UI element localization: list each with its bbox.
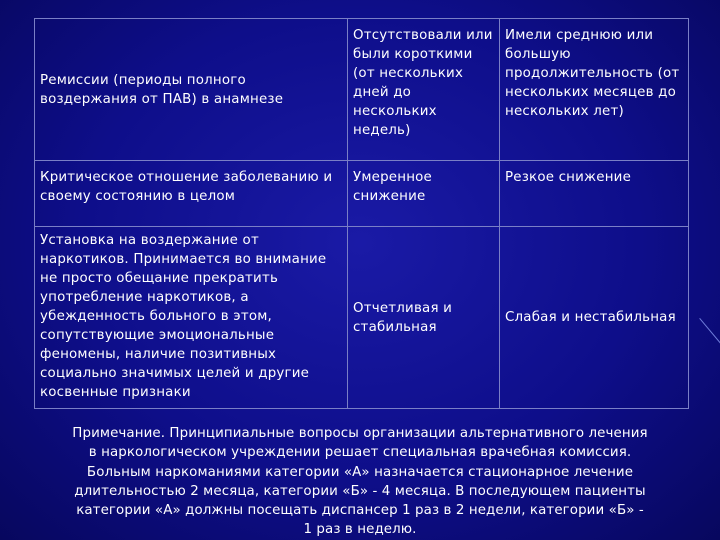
table-row [35, 227, 689, 409]
table-row [35, 161, 689, 227]
comparison-table [34, 18, 689, 409]
category-a-cell: Отчетливая и стабильная [348, 227, 500, 409]
category-b-cell: Слабая и нестабильная [500, 227, 689, 409]
decorative-line [699, 318, 720, 351]
footnote-line: в наркологическом учреждении решает специальная врачебная комиссия. [88, 445, 632, 461]
footnote-line: категории «А» должны посещать диспансер 1 раз в 2 недели, категории «Б» - [76, 503, 644, 519]
footnote-line: длительностью 2 месяца, категории «Б» - 4 месяца. В последующем пациенты [74, 483, 646, 499]
criterion-cell: Установка на воздержание от наркотиков. Принимается во внимание не просто обещание прекратить употребление наркотиков, а убежденность больного в этом, сопутствующие эмоциональные феномены, наличие позитивных социально значимых целей и другие косвенные признаки [35, 227, 348, 409]
footnote-line: Больным наркоманиями категории «А» назначается стационарное лечение [86, 464, 634, 480]
footnote-line: 1 раз в неделю. [303, 522, 417, 538]
criterion-cell: Критическое отношение заболеванию и своему состоянию в целом [35, 161, 348, 227]
category-a-cell: Отсутствовали или были короткими (от нескольких дней до нескольких недель) [348, 19, 500, 161]
criterion-cell: Ремиссии (периоды полного воздержания от ПАВ) в анамнезе [35, 19, 348, 161]
table-row [35, 19, 689, 161]
footnote-line: Примечание. Принципиальные вопросы организации альтернативного лечения [72, 426, 648, 441]
category-b-cell: Резкое снижение [500, 161, 689, 227]
category-a-cell: Умеренное снижение [348, 161, 500, 227]
footnote [26, 424, 694, 540]
category-b-cell: Имели среднюю или большую продолжительность (от нескольких месяцев до нескольких лет) [500, 19, 689, 161]
